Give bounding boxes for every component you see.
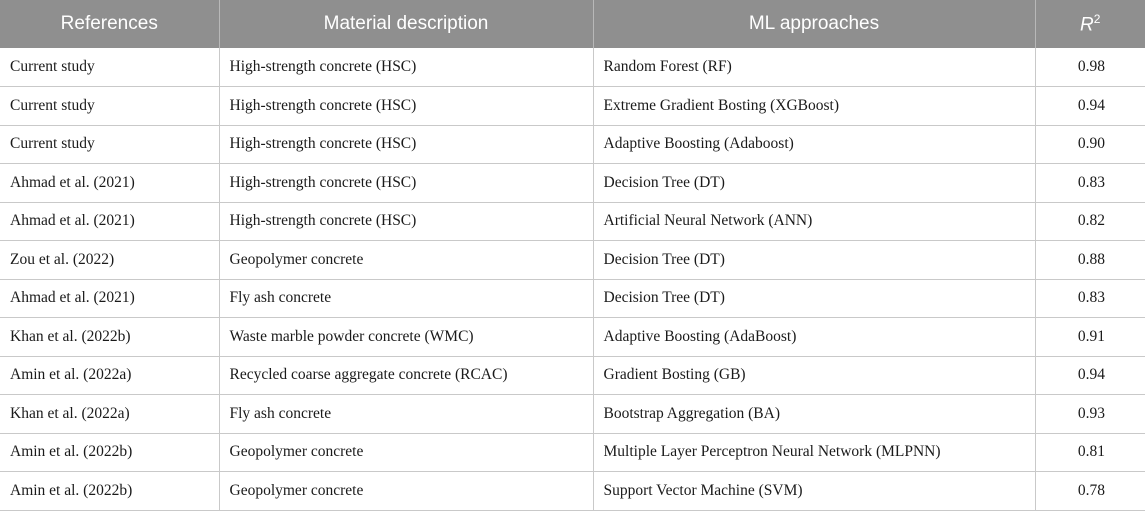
r-squared-cell: 0.88 [1035,241,1145,280]
reference-cell: Khan et al. (2022a) [0,395,219,434]
reference-cell: Amin et al. (2022b) [0,433,219,472]
r-squared-cell: 0.93 [1035,395,1145,434]
reference-cell: Khan et al. (2022b) [0,318,219,357]
material-cell: Geopolymer concrete [219,241,593,280]
table-header [0,0,1145,48]
r-squared-cell: 0.91 [1035,318,1145,357]
table-row [0,318,1145,357]
material-cell: High-strength concrete (HSC) [219,164,593,203]
table-row [0,395,1145,434]
header-ml-approaches: ML approaches [593,0,1035,48]
r-squared-cell: 0.83 [1035,164,1145,203]
ml-approach-cell: Decision Tree (DT) [593,164,1035,203]
table-body [0,48,1145,510]
material-cell: High-strength concrete (HSC) [219,48,593,87]
ml-approach-cell: Multiple Layer Perceptron Neural Network (MLPNN) [593,433,1035,472]
r-squared-cell: 0.94 [1035,87,1145,126]
header-row [0,0,1145,48]
table-row [0,279,1145,318]
r-squared-cell: 0.83 [1035,279,1145,318]
r-squared-symbol: R [1080,14,1094,36]
material-cell: Fly ash concrete [219,395,593,434]
table-row [0,125,1145,164]
reference-cell: Zou et al. (2022) [0,241,219,280]
ml-approach-cell: Artificial Neural Network (ANN) [593,202,1035,241]
ml-approach-cell: Extreme Gradient Bosting (XGBoost) [593,87,1035,126]
reference-cell: Current study [0,125,219,164]
table-row [0,241,1145,280]
table-row [0,356,1145,395]
material-cell: Fly ash concrete [219,279,593,318]
table-row [0,433,1145,472]
ml-approach-cell: Decision Tree (DT) [593,241,1035,280]
material-cell: High-strength concrete (HSC) [219,87,593,126]
material-cell: High-strength concrete (HSC) [219,202,593,241]
reference-cell: Amin et al. (2022a) [0,356,219,395]
ml-approach-cell: Support Vector Machine (SVM) [593,472,1035,511]
material-cell: High-strength concrete (HSC) [219,125,593,164]
ml-approach-cell: Bootstrap Aggregation (BA) [593,395,1035,434]
header-material-description: Material description [219,0,593,48]
reference-cell: Ahmad et al. (2021) [0,279,219,318]
header-references: References [0,0,219,48]
table-row [0,164,1145,203]
table-row [0,87,1145,126]
material-cell: Recycled coarse aggregate concrete (RCAC) [219,356,593,395]
r-squared-cell: 0.81 [1035,433,1145,472]
header-r-squared [1035,0,1145,48]
table-row [0,202,1145,241]
ml-approach-cell: Adaptive Boosting (AdaBoost) [593,318,1035,357]
ml-approach-cell: Adaptive Boosting (Adaboost) [593,125,1035,164]
r-squared-cell: 0.90 [1035,125,1145,164]
reference-cell: Ahmad et al. (2021) [0,164,219,203]
r-squared-superscript: 2 [1093,11,1101,26]
r-squared-cell: 0.82 [1035,202,1145,241]
ml-approach-cell: Gradient Bosting (GB) [593,356,1035,395]
reference-cell: Current study [0,48,219,87]
ml-approach-cell: Decision Tree (DT) [593,279,1035,318]
reference-cell: Ahmad et al. (2021) [0,202,219,241]
reference-cell: Amin et al. (2022b) [0,472,219,511]
material-cell: Geopolymer concrete [219,433,593,472]
table-row [0,48,1145,87]
material-cell: Waste marble powder concrete (WMC) [219,318,593,357]
r-squared-cell: 0.78 [1035,472,1145,511]
reference-cell: Current study [0,87,219,126]
material-cell: Geopolymer concrete [219,472,593,511]
ml-approach-cell: Random Forest (RF) [593,48,1035,87]
r-squared-cell: 0.94 [1035,356,1145,395]
table-row [0,472,1145,511]
r-squared-cell: 0.98 [1035,48,1145,87]
